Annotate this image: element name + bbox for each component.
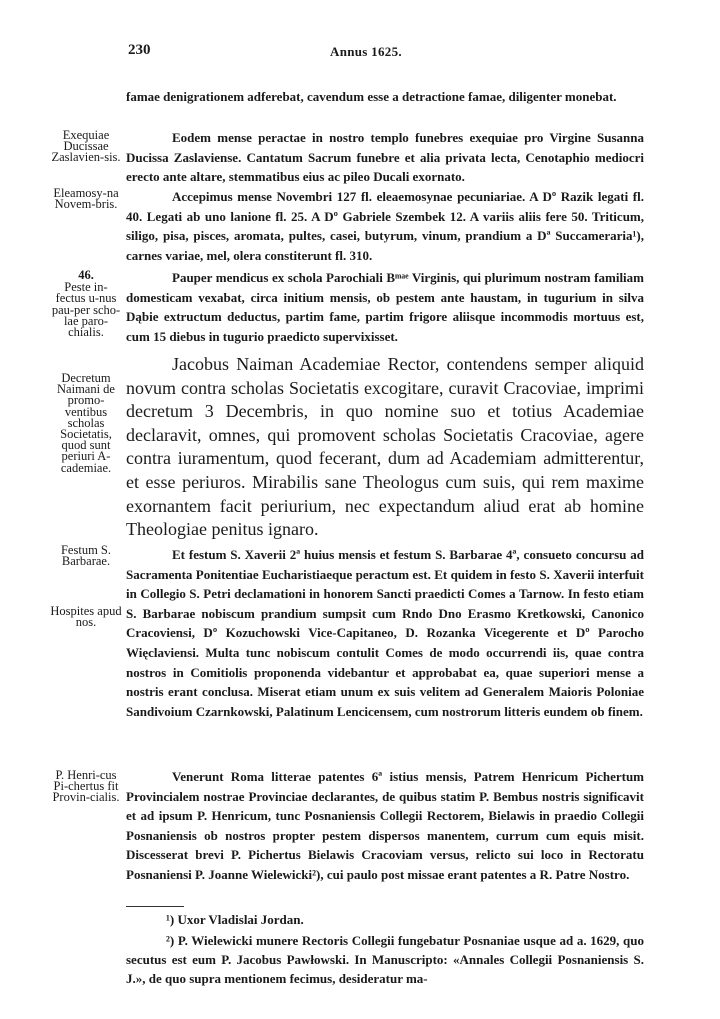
margin-note-decretum: Decretum Naimani de promo-ventibus scholas Societatis, quod sunt periuri A-cademiae. — [57, 371, 115, 475]
margin-note-exequiae: Exequiae Ducissae Zaslavien-sis. — [51, 128, 121, 165]
margin-note-eleemosynae: Eleamosy-na Novem-bris. — [53, 186, 119, 212]
paragraph-exequiae: Eodem mense peractae in nostro templo funebres exequiae pro Virgine Susanna Ducissa Zaslaviense. Cantatum Sacrum funebre et alia privata lecta, Cenotaphio mediocri erecto ante altare, stemmatibus eius ac pileo Ducali exornato. — [126, 130, 644, 185]
running-title: Annus 1625. — [330, 44, 402, 59]
footnote-2: ²) P. Wielewicki munere Rectoris Collegii fungebatur Posnaniae usque ad a. 1629, quo secutus est eum P. Jacobus Pawłowski. In Manuscripto: «Annales Collegii Posnaniensis S. J.», de quo supra mentionem fecimus, desideratur ma- — [126, 933, 644, 986]
paragraph-eleemosynae: Accepimus mense Novembri 127 fl. eleaemosynae pecuniariae. A Dº Razik legati fl. 40. Legati ab uno lanione fl. 25. A Dº Gabriele Szembek 12. A variis aliis fere 50. Triticum, siligo, pisa, pisces, aromata, pultes, casei, butyrum, vinum, prandium a Dª Succameraria¹), carnes variae, mel, olera constiterunt fl. 310. — [126, 189, 644, 263]
paragraph-decretum: Jacobus Naiman Academiae Rector, contendens semper aliquid novum contra scholas Societatis excogitare, curavit Cracoviae, imprimi decretum 3 Decembris, in quo nomine suo et totius Academiae declaravit, omnes, qui promovent scholas Societatis Cracoviae, agere contra iuramentum, quod fecerant, dum ad Academiam admitterentur, et esse periuros. Mirabilis sane Theologus cum suis, qui rem maxime exornantem facit periurium, nec expectandum aliud erat ab homine Theologiae penitus ignaro. — [126, 354, 644, 540]
paragraph-continuation: famae denigrationem adferebat, cavendum esse a detractione famae, diligenter monebat. — [126, 89, 617, 104]
margin-note-festum: Festum S. Barbarae. — [60, 543, 111, 569]
margin-note-hospites: Hospites apud nos. — [50, 604, 122, 630]
margin-note-henricus: P. Henri-cus Pi-chertus fit Provin-cialis. — [52, 768, 120, 805]
paragraph-henricus: Venerunt Roma litterae patentes 6ª istius mensis, Patrem Henricum Pichertum Provincialem nostrae Provinciae declarantes, de quibus statim P. Bembus nostris significavit et ad ipsum P. Henricum, tunc Posnaniensis Collegii Rectorem, Bielawis in praedio Collegii Posnaniensis ob nostros propter pestem dispersos manentem, currum cum equis misit. Discesserat brevi P. Pichertus Bielawis Cracoviam versus, relicto sui loco in Rectoratu Posnaniensi P. Joanne Wielewicki²), cui paulo post missae erant patentes a R. Patre Nostro. — [126, 769, 644, 882]
margin-note-peste-text: Peste in-fectus u-nus pau-per scho-lae paro-chialis. — [51, 280, 121, 340]
page-number: 230 — [128, 42, 151, 58]
entry-number: 46. — [78, 268, 94, 282]
paragraph-peste: Pauper mendicus ex schola Parochiali Bᵐᵃᵉ Virginis, qui plurimum nostram familiam domesticam vexabat, circa initium mensis, ob pestem ante haustam, in tugurium in silva Dąbie extructum deductus, partim fame, partim frigore aliisque incommodis mortuus est, cum 15 diebus in tugurio praedicto supervixisset. — [126, 270, 644, 344]
footnote-1: ¹) Uxor Vladislai Jordan. — [166, 912, 304, 927]
margin-note-peste — [50, 270, 122, 338]
paragraph-festum: Et festum S. Xaverii 2ª huius mensis et festum S. Barbarae 4ª, consueto concursu ad Sacramenta Ponitentiae Eucharistiaeque peractum est. Et quidem in festo S. Xaverii interfuit in Collegio S. Petri declamationi in honorem Sancti praedicti Comes a Tarnow. In festo etiam S. Barbarae nobiscum prandium sumpsit cum Rndo Dno Erasmo Kretkowski, Canonico Cracoviensi, Dº Kozuchowski Vice-Capitaneo, D. Rozanka Vicegerente et Dº Parocho Więclaviensi. Multa tunc nobiscum contulit Comes de modo occurrendi iis, quae contra nostros in Comitiolis proponenda videbantur et approbabat ea, quae superiori mense a nostris erant conclusa. Miserat etiam unum ex suis velitem ad Generalem Maioris Poloniae Sandivoium Czarnkowski, Palatinum Lencicensem, cum nostrorum litteris eundem ob finem. — [126, 547, 644, 719]
footnote-rule — [126, 906, 184, 907]
